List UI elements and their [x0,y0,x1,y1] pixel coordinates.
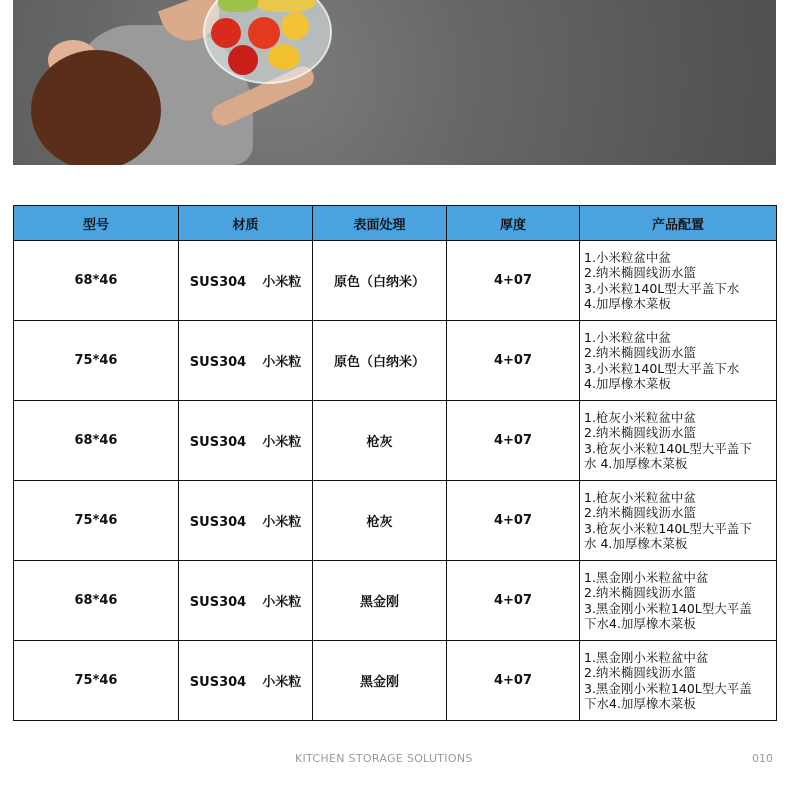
cell-model: 68*46 [14,401,179,481]
cell-material [179,561,313,641]
cell-thickness: 4+07 [447,481,580,561]
cell-material [179,641,313,721]
config-line: 1.小米粒盆中盆 [584,249,671,265]
material-grade: SUS304 [189,675,247,690]
config-line: 1.黑金刚小米粒盆中盆 [584,569,709,585]
config-line: 下水4.加厚橡木菜板 [584,616,696,631]
cell-config [580,481,777,561]
page-number: 010 [752,752,773,765]
cell-config [580,401,777,481]
config-line: 4.加厚橡木菜板 [584,376,671,391]
material-texture: 小米粒 [262,675,302,690]
pear [218,0,258,12]
cell-thickness: 4+07 [447,321,580,401]
tomato [228,45,258,75]
header-model: 型号 [14,206,179,241]
cell-finish: 原色（白纳米） [313,241,447,321]
material-grade: SUS304 [189,435,247,450]
material-grade: SUS304 [189,515,247,530]
cell-material [179,401,313,481]
config-line: 3.小米粒140L型大平盖下水 [584,360,740,376]
cell-config [580,561,777,641]
cell-finish: 枪灰 [313,481,447,561]
table-row [14,481,777,561]
material-grade: SUS304 [189,275,247,290]
config-line: 2.纳米椭圆线沥水篮 [584,585,696,600]
lemon [281,12,309,40]
cell-finish: 原色（白纳米） [313,321,447,401]
config-line: 3.枪灰小米粒140L型大平盖下 [584,520,752,536]
table-row [14,641,777,721]
config-line: 2.纳米椭圆线沥水篮 [584,425,696,440]
config-line: 1.黑金刚小米粒盆中盆 [584,649,709,665]
header-thickness: 厚度 [447,206,580,241]
material-texture: 小米粒 [262,275,302,290]
cell-config [580,321,777,401]
material-grade: SUS304 [189,355,247,370]
cell-model: 75*46 [14,641,179,721]
config-line: 2.纳米椭圆线沥水篮 [584,345,696,360]
config-line: 3.黑金刚小米粒140L型大平盖 [584,600,752,616]
material-texture: 小米粒 [262,355,302,370]
table-row [14,401,777,481]
header-material: 材质 [179,206,313,241]
cell-thickness: 4+07 [447,241,580,321]
config-line: 2.纳米椭圆线沥水篮 [584,505,696,520]
material-texture: 小米粒 [262,435,302,450]
cell-model: 68*46 [14,241,179,321]
cell-material [179,481,313,561]
config-line: 水 4.加厚橡木菜板 [584,456,688,471]
cell-finish: 枪灰 [313,401,447,481]
table-header-row [14,206,777,241]
cell-config [580,641,777,721]
config-line: 2.纳米椭圆线沥水篮 [584,265,696,280]
cell-material [179,241,313,321]
material-grade: SUS304 [189,595,247,610]
cell-config [580,241,777,321]
cell-material [179,321,313,401]
cell-thickness: 4+07 [447,401,580,481]
cell-finish: 黑金刚 [313,641,447,721]
cell-thickness: 4+07 [447,641,580,721]
config-line: 3.枪灰小米粒140L型大平盖下 [584,440,752,456]
cell-thickness: 4+07 [447,561,580,641]
config-line: 3.黑金刚小米粒140L型大平盖 [584,680,752,696]
config-line: 3.小米粒140L型大平盖下水 [584,280,740,296]
lemon [268,44,300,70]
config-line: 4.加厚橡木菜板 [584,296,671,311]
cell-model: 75*46 [14,481,179,561]
material-texture: 小米粒 [262,595,302,610]
hero-photo [13,0,776,165]
tomato [248,17,280,49]
config-line: 2.纳米椭圆线沥水篮 [584,665,696,680]
footer-tagline: KITCHEN STORAGE SOLUTIONS [295,752,473,765]
table-row [14,561,777,641]
header-finish: 表面处理 [313,206,447,241]
header-config: 产品配置 [580,206,777,241]
config-line: 1.枪灰小米粒盆中盆 [584,409,696,425]
spec-table [13,205,777,721]
config-line: 1.小米粒盆中盆 [584,329,671,345]
config-line: 1.枪灰小米粒盆中盆 [584,489,696,505]
tomato [211,18,241,48]
material-texture: 小米粒 [262,515,302,530]
table-row [14,241,777,321]
cell-finish: 黑金刚 [313,561,447,641]
cell-model: 75*46 [14,321,179,401]
table-row [14,321,777,401]
config-line: 水 4.加厚橡木菜板 [584,536,688,551]
person-hair [31,50,161,165]
cell-model: 68*46 [14,561,179,641]
config-line: 下水4.加厚橡木菜板 [584,696,696,711]
